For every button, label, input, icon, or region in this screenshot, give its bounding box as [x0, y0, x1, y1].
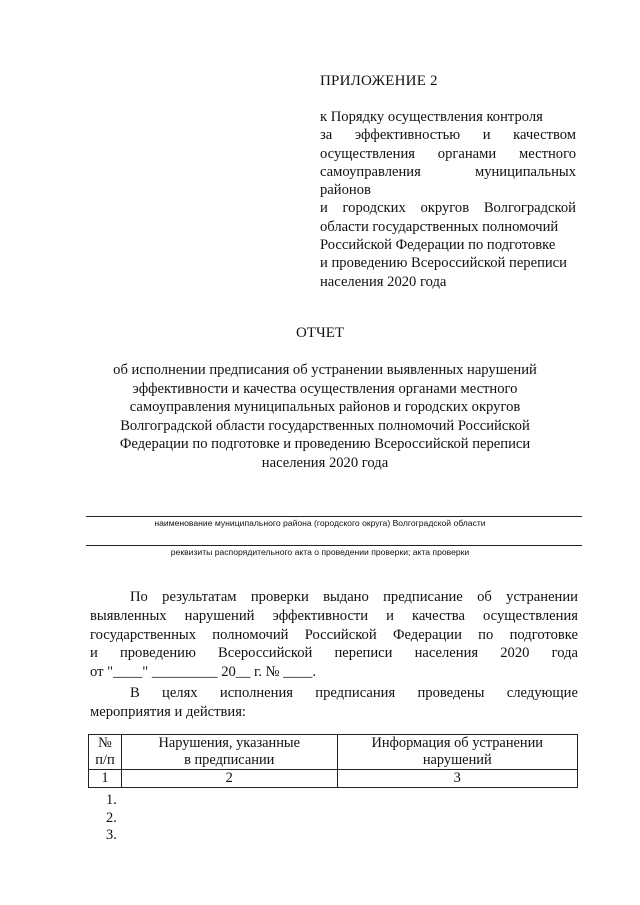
list-item: 2.: [106, 809, 117, 826]
act-field-line[interactable]: [86, 545, 582, 546]
appendix-line: населения 2020 года: [320, 273, 447, 290]
header-remediation: Информация об устранении нарушений: [337, 735, 578, 770]
measures-word: предписания: [315, 685, 396, 701]
appendix-title: ПРИЛОЖЕНИЕ 2: [320, 73, 438, 89]
violations-table: [88, 734, 578, 788]
municipality-field-line[interactable]: [86, 516, 582, 517]
subtitle-line: самоуправления муниципальных районов и городских округов: [129, 399, 521, 416]
appendix-line: к Порядку осуществления контроля: [320, 109, 543, 125]
header-violations: Нарушения, указанные в предписании: [121, 735, 337, 770]
municipality-field-caption: наименование муниципального района (городского округа) Волгоградской области: [154, 518, 486, 528]
appendix-line: и проведению Всероссийской переписи: [320, 255, 567, 272]
paragraph-line: выявленных нарушений эффективности и качества осуществления: [90, 607, 578, 624]
measures-word: В: [130, 685, 140, 701]
appendix-line: и городских округов Волгоградской: [320, 200, 576, 217]
table-cell: 2: [121, 770, 337, 788]
table-cell: 3: [337, 770, 578, 788]
measures-word: следующие: [506, 685, 578, 701]
table-cell: 1: [89, 770, 122, 788]
measures-paragraph: [90, 684, 578, 722]
appendix-line: осуществления органами местного: [320, 145, 576, 162]
table-row: [89, 770, 578, 788]
report-title: ОТЧЕТ: [295, 325, 345, 341]
paragraph-line: государственных полномочий Российской Федерации по подготовке: [90, 626, 578, 643]
findings-paragraph: [90, 588, 578, 682]
list-item: 3.: [106, 827, 117, 843]
appendix-line: за эффективностью и качеством: [320, 127, 576, 144]
appendix-line: самоуправления муниципальных районов: [320, 163, 576, 199]
subtitle-line: эффективности и качества осуществления органами местного: [132, 380, 518, 397]
subtitle-line: об исполнении предписания об устранении выявленных нарушений: [113, 362, 537, 378]
report-subtitle: [90, 361, 560, 473]
subtitle-line: населения 2020 года: [261, 454, 389, 471]
appendix-line: области государственных полномочий: [320, 218, 559, 235]
act-field-caption: реквизиты распорядительного акта о проведении проверки; акта проверки: [170, 547, 470, 557]
measures-word: проведены: [417, 685, 485, 701]
subtitle-line: Волгоградской области государственных полномочий Российской: [120, 417, 530, 434]
header-number: № п/п: [89, 735, 122, 770]
measures-line: мероприятия и действия:: [90, 703, 246, 720]
paragraph-line: По результатам проверки выдано предписание об устранении: [130, 589, 578, 605]
measures-word: исполнения: [219, 685, 293, 701]
paragraph-date-line: от "____" _________ 20__ г. № ____.: [90, 664, 317, 681]
subtitle-line: Федерации по подготовке и проведению Всероссийской переписи: [119, 436, 531, 453]
measures-word: целях: [162, 685, 198, 701]
list-item: 1.: [106, 792, 117, 808]
table-header-row: [89, 735, 578, 770]
numbered-list: [106, 792, 117, 845]
appendix-reference: [320, 108, 576, 291]
appendix-line: Российской Федерации по подготовке: [320, 237, 556, 254]
paragraph-line: и проведению Всероссийской переписи населения 2020 года: [90, 645, 578, 662]
